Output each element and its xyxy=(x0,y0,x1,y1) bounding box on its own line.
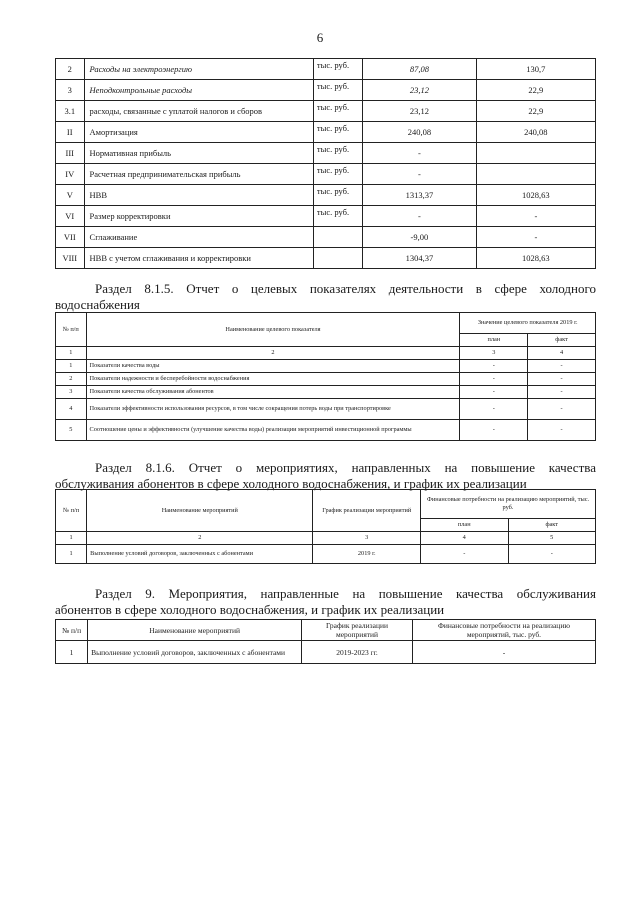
section-8-1-5-line1: Раздел 8.1.5. Отчет о целевых показателях деятельности в сфере холодного xyxy=(95,281,596,296)
header-num: № п/п xyxy=(56,313,87,347)
header-schedule: График реализации мероприятий xyxy=(302,620,413,641)
row-value-2: 240,08 xyxy=(476,122,595,143)
row-name: Нормативная прибыль xyxy=(84,143,313,164)
row-name: НВВ с учетом сглаживания и корректировки xyxy=(84,248,313,269)
row-name: Показатели эффективности использования ресурсов, в том числе сокращения потерь воды при транспортировке xyxy=(86,399,460,420)
row-fact: - xyxy=(508,545,596,564)
table-row xyxy=(56,143,596,164)
row-num: 4 xyxy=(56,399,87,420)
row-plan: - xyxy=(460,399,528,420)
row-plan: - xyxy=(460,373,528,386)
header-num: № п/п xyxy=(56,490,87,532)
table-row xyxy=(56,420,596,441)
table-row xyxy=(56,80,596,101)
row-value-1: 23,12 xyxy=(363,101,477,122)
header-name: Наименование мероприятий xyxy=(88,620,302,641)
row-num: 1 xyxy=(56,360,87,373)
row-name: Соотношение цены и эффективности (улучшение качества воды) реализации мероприятий инвестиционной программы xyxy=(86,420,460,441)
header-fact: факт xyxy=(528,334,596,347)
header-plan: план xyxy=(421,519,508,532)
table-row xyxy=(56,206,596,227)
row-num: 3 xyxy=(56,386,87,399)
row-num: 1 xyxy=(56,641,88,664)
index-cell: 4 xyxy=(421,532,508,545)
table-row xyxy=(56,641,596,664)
row-name: Выполнение условий договоров, заключенных с абонентами xyxy=(87,545,313,564)
table-row xyxy=(56,373,596,386)
row-fact: - xyxy=(528,386,596,399)
row-name: Неподконтрольные расходы xyxy=(84,80,313,101)
row-unit xyxy=(313,248,362,269)
row-name: расходы, связанные с уплатой налогов и сборов xyxy=(84,101,313,122)
header-name: Наименование целевого показателя xyxy=(86,313,460,347)
row-value-2 xyxy=(476,143,595,164)
row-value-1: -9,00 xyxy=(363,227,477,248)
row-unit: тыс. руб. xyxy=(313,164,362,185)
row-name: Расчетная предпринимательская прибыль xyxy=(84,164,313,185)
table-row xyxy=(56,248,596,269)
target-indicators-table xyxy=(55,312,596,441)
row-unit: тыс. руб. xyxy=(313,80,362,101)
row-value-1: 87,08 xyxy=(363,59,477,80)
row-name: Выполнение условий договоров, заключенных с абонентами xyxy=(88,641,302,664)
row-value-2: 1028,63 xyxy=(476,185,595,206)
row-num: 5 xyxy=(56,420,87,441)
section-8-1-5-heading xyxy=(55,281,596,313)
row-finance: - xyxy=(412,641,595,664)
row-name: Сглаживание xyxy=(84,227,313,248)
row-fact: - xyxy=(528,399,596,420)
row-num: 3.1 xyxy=(56,101,85,122)
row-unit: тыс. руб. xyxy=(313,185,362,206)
cost-table xyxy=(55,58,596,269)
row-value-2: - xyxy=(476,206,595,227)
row-name: НВВ xyxy=(84,185,313,206)
section-8-1-6-line1: Раздел 8.1.6. Отчет о мероприятиях, направленных на повышение качества xyxy=(95,460,596,475)
row-schedule: 2019-2023 гг. xyxy=(302,641,413,664)
row-value-2: 1028,63 xyxy=(476,248,595,269)
header-num: № п/п xyxy=(56,620,88,641)
table-row xyxy=(56,122,596,143)
row-num: VIII xyxy=(56,248,85,269)
row-name: Размер корректировки xyxy=(84,206,313,227)
row-value-1: 1313,37 xyxy=(363,185,477,206)
index-cell: 2 xyxy=(86,347,460,360)
row-name: Амортизация xyxy=(84,122,313,143)
row-value-2 xyxy=(476,164,595,185)
row-schedule: 2019 г. xyxy=(313,545,421,564)
row-name: Показатели качества воды xyxy=(86,360,460,373)
row-value-1: - xyxy=(363,164,477,185)
row-fact: - xyxy=(528,360,596,373)
index-cell: 1 xyxy=(56,347,87,360)
row-value-1: 1304,37 xyxy=(363,248,477,269)
table-row xyxy=(56,185,596,206)
table-row xyxy=(56,386,596,399)
header-finance: Финансовые потребности на реализацию мероприятий, тыс. руб. xyxy=(412,620,595,641)
row-value-1: 23,12 xyxy=(363,80,477,101)
table-row xyxy=(56,545,596,564)
row-num: 2 xyxy=(56,59,85,80)
row-unit: тыс. руб. xyxy=(313,143,362,164)
section-8-1-5-line2: водоснабжения xyxy=(55,297,140,312)
row-name: Показатели надежности и бесперебойности водоснабжения xyxy=(86,373,460,386)
row-num: III xyxy=(56,143,85,164)
row-num: 2 xyxy=(56,373,87,386)
row-plan: - xyxy=(421,545,508,564)
row-value-1: - xyxy=(363,206,477,227)
index-cell: 2 xyxy=(87,532,313,545)
row-num: IV xyxy=(56,164,85,185)
row-unit: тыс. руб. xyxy=(313,122,362,143)
index-cell: 1 xyxy=(56,532,87,545)
header-finance: Финансовые потребности на реализацию мероприятий, тыс. руб. xyxy=(421,490,596,519)
index-cell: 3 xyxy=(313,532,421,545)
header-value: Значение целевого показателя 2019 г. xyxy=(460,313,596,334)
row-unit: тыс. руб. xyxy=(313,59,362,80)
header-fact: факт xyxy=(508,519,596,532)
row-num: 1 xyxy=(56,545,87,564)
section-8-1-6-line2: обслуживания абонентов в сфере холодного водоснабжения, и график их реализации xyxy=(55,476,527,491)
row-plan: - xyxy=(460,386,528,399)
row-value-2: 22,9 xyxy=(476,80,595,101)
table-row xyxy=(56,399,596,420)
header-name: Наименование мероприятий xyxy=(87,490,313,532)
row-unit: тыс. руб. xyxy=(313,101,362,122)
row-num: II xyxy=(56,122,85,143)
measures-report-table xyxy=(55,489,596,564)
row-num: VI xyxy=(56,206,85,227)
measures-plan-table xyxy=(55,619,596,664)
row-plan: - xyxy=(460,420,528,441)
section-9-line2: абонентов в сфере холодного водоснабжения, и график их реализации xyxy=(55,602,445,617)
row-unit xyxy=(313,227,362,248)
index-cell: 5 xyxy=(508,532,596,545)
header-schedule: График реализации мероприятий xyxy=(313,490,421,532)
header-plan: план xyxy=(460,334,528,347)
table-row xyxy=(56,360,596,373)
table-row xyxy=(56,59,596,80)
page-number: 6 xyxy=(316,30,324,45)
row-num: V xyxy=(56,185,85,206)
row-fact: - xyxy=(528,420,596,441)
section-9-line1: Раздел 9. Мероприятия, направленные на повышение качества обслуживания xyxy=(95,586,596,601)
row-value-2: 22,9 xyxy=(476,101,595,122)
table-row xyxy=(56,101,596,122)
row-plan: - xyxy=(460,360,528,373)
row-value-2: - xyxy=(476,227,595,248)
row-value-2: 130,7 xyxy=(476,59,595,80)
table-row xyxy=(56,164,596,185)
section-8-1-6-heading xyxy=(55,460,596,492)
row-num: VII xyxy=(56,227,85,248)
table-row xyxy=(56,227,596,248)
row-unit: тыс. руб. xyxy=(313,206,362,227)
row-num: 3 xyxy=(56,80,85,101)
row-value-1: 240,08 xyxy=(363,122,477,143)
row-fact: - xyxy=(528,373,596,386)
row-name: Показатели качества обслуживания абонентов xyxy=(86,386,460,399)
section-9-heading xyxy=(55,586,596,618)
row-value-1: - xyxy=(363,143,477,164)
index-cell: 3 xyxy=(460,347,528,360)
row-name: Расходы на электроэнергию xyxy=(84,59,313,80)
index-cell: 4 xyxy=(528,347,596,360)
